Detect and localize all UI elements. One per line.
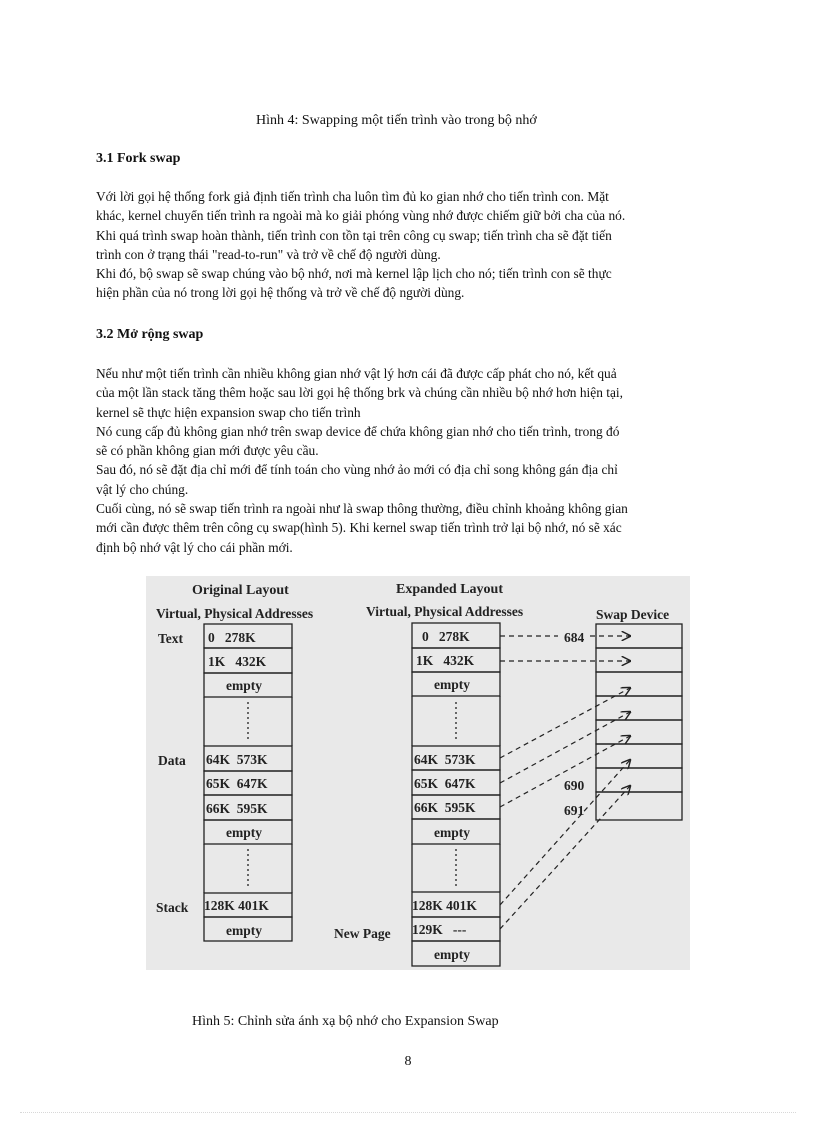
original-cell: empty xyxy=(226,825,262,840)
paragraph-line: trình con ở trạng thái "read-to-run" và trở về chế độ người dùng. xyxy=(96,246,441,262)
paragraph-line: định bộ nhớ vật lý cho cái phần mới. xyxy=(96,539,293,555)
paragraph-line: khác, kernel chuyển tiến trình ra ngoài mà ko giải phóng vùng nhớ được chiếm giữ bởi cha của nó. xyxy=(96,208,626,224)
expanded-cell: 0 278K xyxy=(422,629,470,644)
original-cell: 1K 432K xyxy=(208,654,267,669)
page-bottom-divider xyxy=(20,1112,796,1113)
paragraph-line: mới cần được thêm trên công cụ swap(hình 5). Khi kernel swap tiến trình trở lại bộ nhớ, nó sẽ xác xyxy=(96,520,622,536)
paragraph-line: hiện phần của nó trong lời gọi hệ thống và trở về chế độ người dùng. xyxy=(96,285,465,301)
paragraph-line: Sau đó, nó sẽ đặt địa chỉ mới để tính toán cho vùng nhớ ảo mới có địa chỉ song không gán địa chỉ xyxy=(96,462,618,478)
expanded-cell: 66K 595K xyxy=(414,800,476,815)
expanded-cell: empty xyxy=(434,825,470,840)
swap-block-number: 691 xyxy=(564,803,585,818)
original-cell: 64K 573K xyxy=(206,752,268,767)
paragraph-line: Khi đó, bộ swap sẽ swap chúng vào bộ nhớ, nơi mà kernel lập lịch cho nó; tiến trình con sẽ thực xyxy=(96,266,612,282)
original-cell: 65K 647K xyxy=(206,776,268,791)
new-page-label: New Page xyxy=(334,926,391,941)
expanded-cell: 1K 432K xyxy=(416,653,475,668)
expanded-cell: 64K 573K xyxy=(414,752,476,767)
expanded-cell: empty xyxy=(434,947,470,962)
expanded-address-subtitle: Virtual, Physical Addresses xyxy=(366,604,524,619)
expansion-swap-figure xyxy=(146,576,690,970)
swap-block-number: 690 xyxy=(564,778,585,793)
original-cell: empty xyxy=(226,678,262,693)
original-cell: 128K 401K xyxy=(204,898,269,913)
paragraph-line: kernel sẽ thực hiện expansion swap cho tiến trình xyxy=(96,404,361,420)
paragraph-line: Nó cung cấp đủ không gian nhớ trên swap device để chứa không gian nhớ cho tiến trình, trong đó xyxy=(96,423,620,439)
expanded-layout-title: Expanded Layout xyxy=(396,582,503,597)
expanded-cell: 128K 401K xyxy=(412,898,477,913)
figure-4-caption: Hình 4: Swapping một tiến trình vào trong bộ nhớ xyxy=(256,113,537,128)
original-cell: 66K 595K xyxy=(206,801,268,816)
expanded-layout-table xyxy=(412,623,500,966)
paragraph-line: Nếu như một tiến trình cần nhiều không gian nhớ vật lý hơn cái đã được cấp phát cho nó, kết quả xyxy=(96,366,617,381)
paragraph-line: Cuối cùng, nó sẽ swap tiến trình ra ngoài như là swap thông thường, điều chỉnh khoảng không gian xyxy=(96,501,628,517)
section-3-1-body xyxy=(96,187,728,303)
data-region-label: Data xyxy=(158,753,186,768)
page-number: 8 xyxy=(404,1054,412,1069)
original-address-subtitle: Virtual, Physical Addresses xyxy=(156,606,314,621)
expanded-cell: 129K --- xyxy=(412,922,467,937)
paragraph-line: vật lý cho chúng. xyxy=(96,481,189,497)
original-layout-title: Original Layout xyxy=(192,583,289,598)
swap-device-title: Swap Device xyxy=(596,607,670,622)
paragraph-line: Với lời gọi hệ thống fork giả định tiến trình cha luôn tìm đủ ko gian nhớ cho tiến trình con. Mặt xyxy=(96,189,609,204)
section-3-2-body xyxy=(96,364,728,557)
original-cell: 0 278K xyxy=(208,630,256,645)
text-region-label: Text xyxy=(158,631,184,646)
figure-5-caption: Hình 5: Chỉnh sửa ánh xạ bộ nhớ cho Expansion Swap xyxy=(192,1014,499,1029)
stack-region-label: Stack xyxy=(156,900,189,915)
section-3-2-heading: 3.2 Mở rộng swap xyxy=(96,327,204,342)
paragraph-line: sẽ có phần không gian mới được yêu cầu. xyxy=(96,443,319,459)
paragraph-line: của một lần stack tăng thêm hoặc sau lời gọi hệ thống brk và chúng cần nhiều bộ nhớ hơn hiện tại, xyxy=(96,385,623,401)
expanded-cell: 65K 647K xyxy=(414,776,476,791)
swap-block-number: 684 xyxy=(564,630,585,645)
original-cell: empty xyxy=(226,923,262,938)
expanded-cell: empty xyxy=(434,677,470,692)
paragraph-line: Khi quá trình swap hoàn thành, tiến trình con tồn tại trên công cụ swap; tiến trình cha sẽ đặt tiến xyxy=(96,227,612,243)
swap-device-table xyxy=(596,624,682,820)
section-3-1-heading: 3.1 Fork swap xyxy=(96,151,181,166)
